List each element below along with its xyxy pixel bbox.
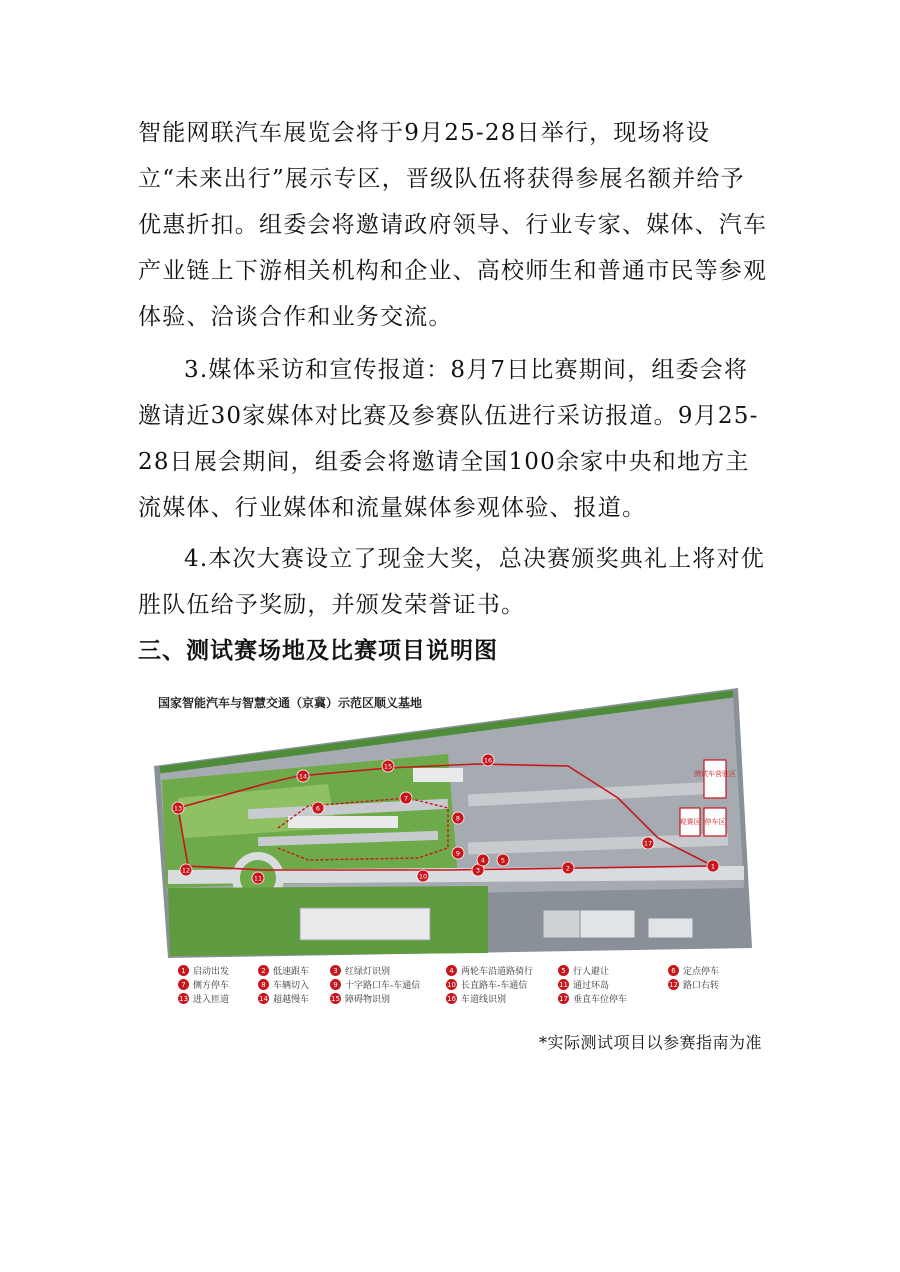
legend-item-11 (558, 978, 609, 991)
legend-number: 17 (559, 994, 568, 1003)
legend-label: 车辆切入 (273, 981, 310, 991)
section-heading: 三、测试赛场地及比赛项目说明图 (138, 638, 498, 664)
svg-text:17: 17 (643, 839, 653, 848)
route-marker-14 (297, 770, 309, 782)
route-marker-4 (477, 854, 489, 866)
svg-text:13: 13 (173, 804, 183, 813)
route-marker-12 (180, 864, 192, 876)
legend-number: 12 (669, 980, 678, 989)
legend-number: 6 (668, 965, 679, 976)
svg-text:8: 8 (455, 814, 461, 823)
svg-text:12: 12 (181, 866, 191, 875)
legend-item-13 (178, 992, 229, 1005)
legend-label: 障碍物识别 (345, 995, 391, 1005)
svg-text:14: 14 (298, 772, 308, 781)
venue-map (148, 688, 760, 1014)
legend-item-5 (558, 964, 609, 977)
legend-number: 2 (258, 965, 269, 976)
legend-number: 4 (446, 965, 457, 976)
svg-text:9: 9 (455, 849, 461, 858)
legend-number: 14 (259, 994, 268, 1003)
route-marker-13 (172, 802, 184, 814)
legend-label: 车道线识别 (461, 995, 507, 1005)
svg-text:2: 2 (565, 864, 571, 873)
legend-label: 红绿灯识别 (345, 967, 391, 977)
paragraph-media: 3.媒体采访和宣传报道：8月7日比赛期间，组委会将邀请近30家媒体对比赛及参赛队伍进行采访报道。9月25-28日展会期间，组委会将邀请全国100余家中央和地方主流媒体、行业媒体和流量媒体参观体验、报道。 (138, 357, 759, 521)
legend-label: 十字路口车-车通信 (345, 981, 421, 991)
legend-label: 两轮车沿道路骑行 (461, 967, 534, 977)
svg-text:4: 4 (480, 856, 486, 865)
map-title: 国家智能汽车与智慧交通（京冀）示范区顺义基地 (158, 696, 423, 710)
legend-label: 通过环岛 (573, 981, 610, 991)
svg-text:6: 6 (315, 804, 321, 813)
legend-label: 低速跟车 (273, 967, 310, 977)
svg-text:3: 3 (475, 866, 481, 875)
legend-label: 垂直车位停车 (573, 995, 628, 1005)
svg-text:7: 7 (403, 794, 409, 803)
legend-item-10 (446, 978, 527, 991)
route-marker-15 (382, 760, 394, 772)
svg-text:11: 11 (253, 874, 263, 883)
legend-number: 16 (447, 994, 456, 1003)
legend-number: 9 (330, 979, 341, 990)
legend-label: 启动出发 (193, 967, 230, 977)
legend-item-12 (668, 978, 719, 991)
legend-item-8 (258, 978, 309, 991)
zone-parking-label: 停车区 (704, 818, 726, 826)
route-marker-5 (497, 854, 509, 866)
route-marker-9 (452, 847, 464, 859)
svg-text:5: 5 (500, 856, 506, 865)
paragraph-prize: 4.本次大赛设立了现金大奖，总决赛颁奖典礼上将对优胜队伍给予奖励，并颁发荣誉证书。 (138, 546, 765, 618)
route-marker-6 (312, 802, 324, 814)
legend-number: 15 (331, 994, 340, 1003)
legend-item-9 (330, 978, 420, 991)
legend-label: 路口右转 (683, 981, 720, 991)
route-marker-7 (400, 792, 412, 804)
legend-item-3 (330, 964, 390, 977)
route-marker-11 (252, 872, 264, 884)
zone-test-vehicles-label: 测试车营驻区 (694, 770, 736, 778)
legend-label: 进入匝道 (193, 995, 230, 1005)
legend-number: 7 (178, 979, 189, 990)
legend-item-17 (558, 992, 627, 1005)
legend-label: 长直路车-车通信 (461, 981, 528, 991)
legend-number: 8 (258, 979, 269, 990)
legend-number: 5 (558, 965, 569, 976)
route-marker-2 (562, 862, 574, 874)
svg-text:1: 1 (710, 862, 716, 871)
legend-number: 1 (178, 965, 189, 976)
legend-item-15 (330, 992, 390, 1005)
legend-item-7 (178, 978, 229, 991)
site-plan (148, 688, 760, 960)
legend-item-16 (446, 992, 506, 1005)
legend-label: 行人避让 (573, 967, 610, 977)
svg-text:16: 16 (483, 756, 493, 765)
footnote: *实际测试项目以参赛指南为准 (538, 1033, 762, 1052)
svg-text:15: 15 (383, 762, 393, 771)
paragraph-exhibition: 智能网联汽车展览会将于9月25-28日举行，现场将设立“未来出行”展示专区，晋级队伍将获得参展名额并给予优惠折扣。组委会将邀请政府领导、行业专家、媒体、汽车产业链上下游相关机构和企业、高校师生和普通市民等参观体验、洽谈合作和业务交流。 (138, 120, 768, 330)
route-marker-17 (642, 837, 654, 849)
legend-item-6 (668, 964, 719, 977)
svg-text:10: 10 (418, 872, 428, 881)
legend-label: 超越慢车 (273, 995, 310, 1005)
legend-number: 3 (330, 965, 341, 976)
legend-number: 11 (559, 980, 568, 989)
legend-label: 侧方停车 (193, 981, 230, 991)
zone-viewing-label: 观赛区 (679, 818, 701, 826)
legend-item-1 (178, 964, 229, 977)
legend-item-2 (258, 964, 309, 977)
route-marker-16 (482, 754, 494, 766)
route-marker-8 (452, 812, 464, 824)
legend-number: 10 (447, 980, 456, 989)
legend-item-14 (258, 992, 309, 1005)
legend-item-4 (446, 964, 533, 977)
route-marker-1 (707, 860, 719, 872)
legend-label: 定点停车 (683, 967, 720, 977)
legend-number: 13 (179, 994, 188, 1003)
route-marker-10 (417, 870, 429, 882)
